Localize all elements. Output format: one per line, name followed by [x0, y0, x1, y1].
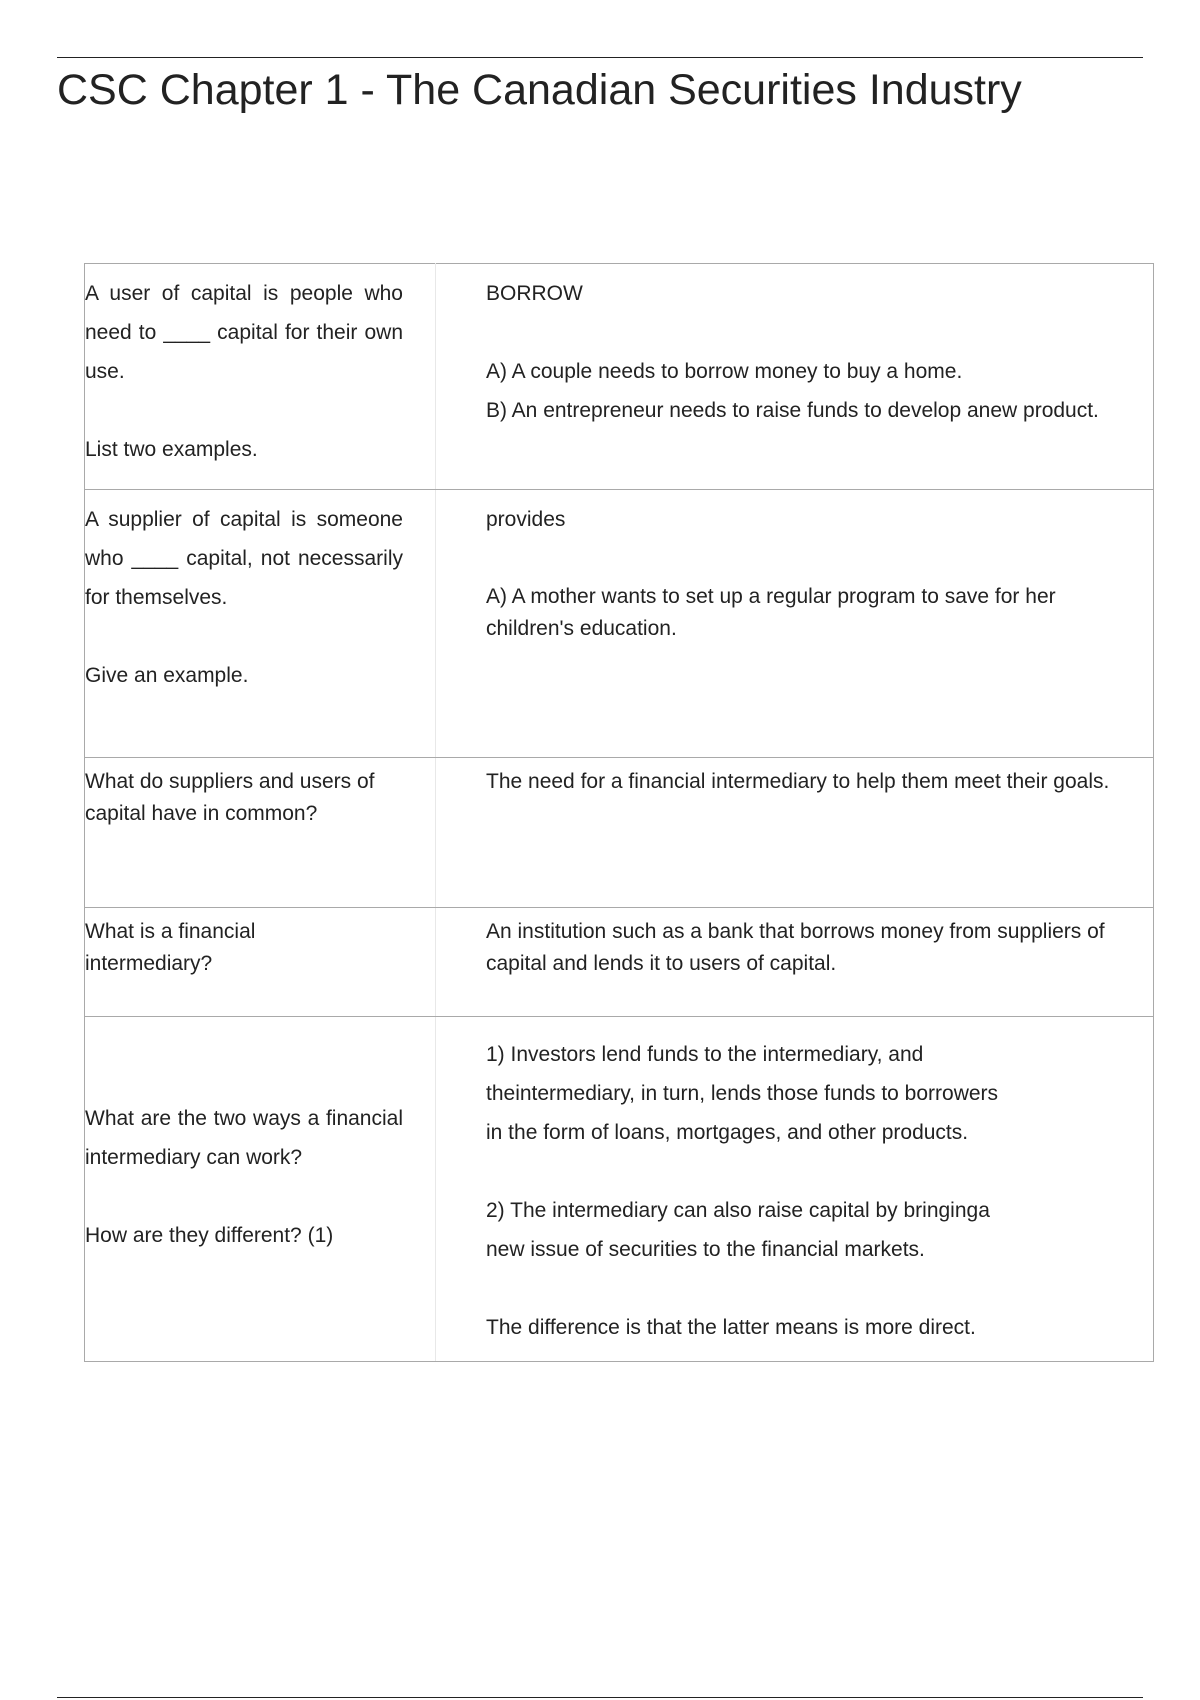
- answer-cell: [436, 758, 1154, 908]
- table-row: [85, 1017, 1154, 1362]
- question-prompt: Give an example.: [85, 664, 249, 687]
- table-row: [85, 758, 1154, 908]
- question-text: What are the two ways a financial intermediary can work?: [85, 1107, 403, 1169]
- question-prompt: How are they different? (1): [85, 1224, 334, 1247]
- answer-cell: [436, 1017, 1154, 1362]
- question-prompt: List two examples.: [85, 438, 258, 461]
- question-text: A user of capital is people who need to ____ capital for their own use.: [85, 282, 403, 383]
- answer-text: The need for a financial intermediary to help them meet their goals.: [486, 770, 1110, 793]
- question-text: What do suppliers and users of capital have in common?: [85, 770, 375, 825]
- answer-example: A) A mother wants to set up a regular program to save for her children's education.: [486, 585, 1056, 640]
- answer-example: A) A couple needs to borrow money to buy a home.: [486, 360, 963, 383]
- table-row: [85, 264, 1154, 490]
- question-text: A supplier of capital is someone who ____ capital, not necessarily for themselves.: [85, 508, 403, 609]
- answer-text: 2) The intermediary can also raise capital by bringinga new issue of securities to the financial markets.: [486, 1199, 990, 1261]
- answer-cell: [436, 908, 1154, 1017]
- question-cell: [85, 490, 436, 758]
- answer-cell: [436, 264, 1154, 490]
- question-cell: [85, 1017, 436, 1362]
- answer-text: 1) Investors lend funds to the intermediary, and theintermediary, in turn, lends those funds to borrowers in the form of loans, mortgages, and other products.: [486, 1043, 999, 1144]
- question-cell: [85, 908, 436, 1017]
- flashcard-table: [84, 263, 1154, 1362]
- answer-keyword: BORROW: [486, 282, 583, 305]
- top-rule: [57, 57, 1143, 58]
- answer-text: An institution such as a bank that borrows money from suppliers of capital and lends it to users of capital.: [486, 920, 1105, 975]
- answer-cell: [436, 490, 1154, 758]
- page-title: CSC Chapter 1 - The Canadian Securities Industry: [57, 66, 1022, 114]
- answer-keyword: provides: [486, 508, 566, 531]
- question-cell: [85, 264, 436, 490]
- bottom-rule: [57, 1697, 1143, 1698]
- answer-text: The difference is that the latter means is more direct.: [486, 1316, 976, 1339]
- table-row: [85, 908, 1154, 1017]
- answer-example: B) An entrepreneur needs to raise funds to develop anew product.: [486, 399, 1099, 422]
- table-row: [85, 490, 1154, 758]
- question-text: What is a financial intermediary?: [85, 920, 256, 975]
- question-cell: [85, 758, 436, 908]
